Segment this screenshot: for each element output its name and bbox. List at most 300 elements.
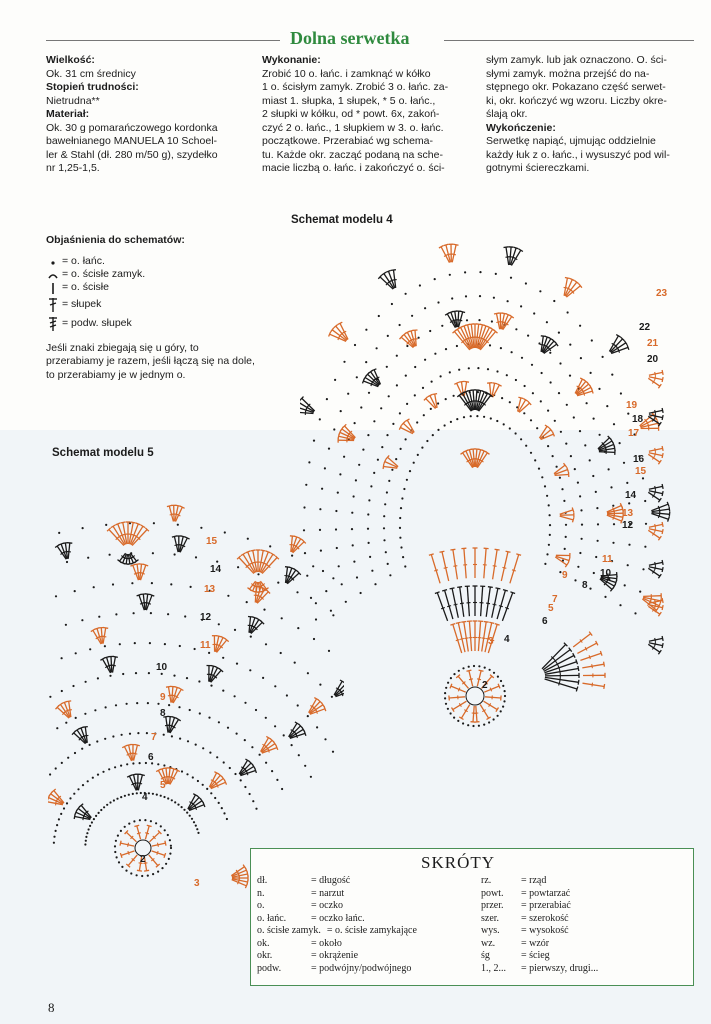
chain-stitch [503,700,505,702]
chain-stitch [181,806,183,808]
chain-stitch [487,368,489,370]
chain-stitch [84,843,86,845]
chain-stitch [163,764,165,766]
stitch-top [457,587,462,588]
round-number: 17 [628,428,640,439]
chain-stitch [596,507,598,509]
chain-stitch [61,762,63,764]
stitch-bar [502,567,506,568]
chain-stitch [368,499,370,501]
chain-stitch [511,351,513,353]
stitch-bar [376,377,380,379]
chain-stitch [414,366,416,368]
chain-stitch [136,874,138,876]
chain-stitch [468,666,470,668]
abbreviation-row [257,913,417,926]
legend-item-label: = słupek [62,297,102,310]
chain-stitch [579,430,581,432]
stitch-top [59,543,64,545]
chain-stitch [554,420,556,422]
chain-stitch [445,398,447,400]
legend-item-label: = o. łańc. [62,254,105,267]
chain-stitch [444,697,446,699]
chain-stitch [444,424,446,426]
chain-stitch [269,545,271,547]
stitch-top [144,870,149,871]
stitch-post [492,588,498,617]
stitch-top [503,590,508,591]
chain-stitch [440,375,442,377]
abbreviation-row [257,963,417,976]
stitch-post [484,701,498,709]
stitch-bar [147,603,151,604]
stitch-top [140,774,145,775]
chain-stitch [297,627,299,629]
stitch-bar [68,710,72,711]
chain-stitch [483,416,485,418]
stitch-post [461,705,469,719]
chain-stitch [63,807,65,809]
stitch-top [383,464,384,469]
stitch-top [565,278,570,279]
chain-stitch [381,446,383,448]
chain-stitch [504,695,506,697]
chain-stitch [157,703,159,705]
chain-stitch [234,629,236,631]
single-crochet-icon [46,280,60,296]
chain-stitch [406,479,408,481]
text-line: Ok. 30 g pomarańczowego kordonka [46,121,218,134]
abbreviation-key: szer. [481,912,500,924]
chain-stitch [163,734,165,736]
stitch-post [464,548,466,578]
stitch-bar [453,566,457,567]
chain-stitch [567,311,569,313]
chain-stitch [580,509,582,511]
stitch-bar [458,688,460,692]
chain-stitch [429,330,431,332]
chain-stitch [368,392,370,394]
stitch-top [669,512,670,517]
chain-stitch [103,806,105,808]
round-number: 11 [200,640,211,651]
chain-stitch [619,442,621,444]
stitch-post [648,644,660,652]
chain-stitch [373,472,375,474]
chain-stitch [139,762,141,764]
chain-stitch [236,733,238,735]
chain-stitch [547,410,549,412]
stitch-top [143,564,148,566]
stitch-post [481,586,483,616]
chain-stitch [589,459,591,461]
abbreviation-row [481,938,598,951]
chain-stitch [56,824,58,826]
chain-stitch [368,542,370,544]
stitch-top [290,536,295,537]
page-number: 8 [48,1000,55,1015]
chain-stitch [115,704,117,706]
round-number: 5 [160,780,166,791]
stitch-top [250,550,255,551]
stitch-top [304,731,306,736]
stitch-top [662,370,663,375]
chain-stitch [115,840,117,842]
stitch-bar [655,414,656,418]
chain-stitch [170,583,172,585]
stitch-bar [296,734,297,738]
chain-stitch [195,744,197,746]
chain-stitch [196,828,198,830]
stitch-bar [158,843,159,847]
stitch-bar [655,528,656,532]
chain-stitch [546,321,548,323]
stitch-post [493,550,498,580]
chain-stitch [171,735,173,737]
chain-stitch [307,715,309,717]
chain-stitch [223,761,225,763]
round-number: 20 [647,354,659,365]
stitch-bar [393,280,397,281]
chain-stitch [566,404,568,406]
chain-stitch [297,704,299,706]
chain-stitch [538,468,540,470]
chain-stitch [584,444,586,446]
chain-stitch [356,376,358,378]
chain-stitch [388,395,390,397]
chain-stitch [370,485,372,487]
chain-stitch [75,717,77,719]
chain-stitch [385,551,387,553]
stitch-bar [655,448,656,452]
abbreviation-value: = narzut [311,887,345,899]
chain-stitch [276,779,278,781]
stitch-bar [460,603,464,604]
stitch-top [669,507,670,512]
stitch-top [576,659,578,664]
chain-stitch [437,429,439,431]
stitch-post [510,555,519,584]
chain-stitch [55,595,57,597]
legend-title: Objaśnienia do schematów: [46,234,185,246]
chain-stitch [324,467,326,469]
stitch-top [429,554,434,555]
text-line: tu. Każde okr. zacząć podaną na sche- [262,148,443,161]
chain-stitch [445,687,447,689]
chain-stitch [405,375,407,377]
chain-stitch [234,773,236,775]
round-number: 19 [626,400,638,411]
text-line: stępnego okr. Pokazano część serwet- [486,81,666,93]
chain-stitch [456,345,458,347]
chain-stitch [326,398,328,400]
chain-stitch [152,793,154,795]
chain-stitch [520,305,522,307]
chain-stitch [552,455,554,457]
stitch-top [604,662,605,667]
chain-stitch [124,795,126,797]
stitch-bar [268,749,269,753]
chain-stitch [466,319,468,321]
chain-stitch [82,527,84,529]
chain-stitch [199,712,201,714]
stitch-post [452,245,456,263]
chain-stitch [227,595,229,597]
stitch-bar [238,881,240,885]
round-number: 4 [142,792,148,803]
stitch-bar [342,692,343,696]
chain-stitch [183,809,185,811]
chain-stitch [339,473,341,475]
stitch-top [662,446,663,451]
chain-stitch [274,685,276,687]
abbreviations-right-column [481,875,598,975]
double-crochet-icon [46,297,60,313]
stitch-top [461,622,466,623]
chain-stitch [374,583,376,585]
stitch-top [662,484,663,489]
stitch-top [576,687,578,692]
chain-stitch [304,765,306,767]
chain-stitch [139,819,141,821]
chain-stitch [437,402,439,404]
chain-stitch [151,582,153,584]
chain-stitch [367,513,369,515]
legend-item [46,269,256,281]
chain-stitch [565,524,567,526]
stitch-bar [655,376,656,380]
chain-stitch [509,427,511,429]
chain-stitch [548,504,550,506]
abbreviation-value: = o. ścisłe zamykające [326,925,417,936]
stitch-top [245,884,247,889]
round-number: 22 [639,322,651,333]
text-line: ler & Stahl (dł. 280 m/50 g), szydełko [46,148,218,161]
chain-stitch [453,673,455,675]
stitch-top [135,564,140,565]
chain-stitch [249,793,251,795]
chain-stitch [328,650,330,652]
stitch-top [175,687,180,689]
chain-stitch [613,423,615,425]
chain-stitch [421,447,423,449]
abbreviation-key: n. [257,887,265,899]
chain-stitch [489,669,491,671]
chain-stitch [167,834,169,836]
chain-stitch [97,774,99,776]
treble-crochet-icon [46,316,60,332]
chain-stitch [373,420,375,422]
chain-stitch [197,832,199,834]
chain-stitch [527,335,529,337]
stitch-top [450,684,452,689]
stitch-post [582,664,604,668]
stitch-top [255,768,257,773]
text-line: Zrobić 10 o. łańc. i zamknąć w kółko [262,67,431,80]
chain-stitch [49,696,51,698]
abbreviation-value: = wysokość [521,925,569,936]
round-number: 7 [552,594,558,605]
chain-stitch [490,417,492,419]
chain-stitch [198,680,200,682]
chain-stitch [163,796,165,798]
abbreviation-value: = oczko [311,900,344,911]
chain-stitch [161,673,163,675]
chain-stitch [202,784,204,786]
chain-stitch [479,295,481,297]
chain-stitch [313,638,315,640]
chain-stitch [580,357,582,359]
abbreviation-value: = powtarzać [521,887,571,899]
chain-stitch [316,726,318,728]
chain-stitch [280,652,282,654]
stitch-top [120,522,125,523]
chain-stitch [549,352,551,354]
stitch-top [131,522,136,523]
stitch-top [435,592,440,594]
stitch-top [253,617,258,619]
chain-stitch [291,555,293,557]
chain-stitch [426,440,428,442]
stitch-top [139,564,144,565]
stitch-bar [217,784,219,788]
stitch-post [453,550,458,580]
chain-stitch [265,643,267,645]
round-number: 14 [210,564,222,575]
stitch-top [120,853,122,858]
stitch-bar [655,600,656,604]
stitch-top [290,567,295,569]
chain-stitch [476,415,478,417]
chain-stitch [604,596,606,598]
chain-stitch [441,325,443,327]
chain-stitch [181,770,183,772]
chain-stitch [546,495,548,497]
stitch-post [452,588,458,617]
chain-stitch [353,495,355,497]
chain-stitch [437,301,439,303]
chain-stitch [558,392,560,394]
legend-item-label: = o. ścisłe zamyk. [62,267,146,280]
chain-stitch [120,765,122,767]
stitch-top [120,841,121,846]
chain-stitch [281,617,283,619]
stitch-bar [505,608,509,609]
chain-stitch [463,416,465,418]
chain-stitch [152,873,154,875]
chain-stitch [145,762,147,764]
title-rule-right [444,40,694,41]
chain-stitch [148,672,150,674]
chain-stitch [210,792,212,794]
chain-stitch [624,584,626,586]
chain-stitch [500,347,502,349]
stitch-top [75,810,77,815]
round-number: 21 [647,338,659,349]
stitch-top [495,549,500,550]
chain-stitch [500,680,502,682]
stitch-top [496,588,501,589]
chain-stitch [386,434,388,436]
chain-stitch [102,771,104,773]
chain-stitch [214,797,216,799]
chain-stitch [401,497,403,499]
stitch-top [578,666,579,671]
intro-right-column [486,54,696,176]
chain-stitch [581,524,583,526]
chain-stitch [477,367,479,369]
stitch-bar [247,771,248,775]
stitch-top [662,491,663,496]
chain-stitch [450,677,452,679]
chain-stitch [85,840,87,842]
chain-stitch [155,822,157,824]
chain-stitch [473,665,475,667]
chain-stitch [612,542,614,544]
stitch-bar [583,392,584,396]
chain-stitch [569,344,571,346]
chain-stitch [88,828,90,830]
chain-stitch [524,385,526,387]
stitch-bar [490,688,492,692]
legend-item-label: = o. ścisłe [62,280,109,293]
chain-stitch [369,556,371,558]
chain-stitch [65,624,67,626]
chain-stitch [353,561,355,563]
chain-stitch [413,462,415,464]
stitch-bar [141,573,145,574]
chain-stitch [251,746,253,748]
chain-stitch [608,468,610,470]
chain-stitch [98,812,100,814]
chain-stitch [244,739,246,741]
chain-stitch [174,801,176,803]
round-number: 3 [488,636,494,647]
chain-stitch [399,537,401,539]
stitch-top [662,605,663,610]
chain-stitch [66,561,68,563]
stitch-top [450,588,455,589]
stitch-post [480,705,488,719]
chain-stitch [104,738,106,740]
abbreviation-key: śg [481,950,490,961]
chain-stitch [147,875,149,877]
chain-stitch [462,722,464,724]
chain-stitch [61,690,63,692]
chain-stitch [271,770,273,772]
chain-stitch [192,776,194,778]
chain-stitch [193,821,195,823]
stitch-top [329,332,331,337]
chain-stitch [628,502,630,504]
chain-stitch [128,823,130,825]
stitch-top [225,780,227,785]
text-line: ki, okr. kończyć wg wzoru. Liczby okre- [486,94,667,107]
chain-stitch [124,826,126,828]
text-line: Serwetkę napiąć, ujmując oddzielnie [486,135,656,147]
legend-item [46,316,256,332]
stitch-top [450,624,455,626]
chain-stitch [84,713,86,715]
stitch-top [203,802,205,807]
chain-stitch [391,469,393,471]
chain-stitch [307,672,309,674]
text-line: nr 1,25-1,5. [46,162,100,174]
stitch-bar [460,639,464,640]
stitch-post [485,697,501,698]
chain-stitch [105,706,107,708]
round-number: 6 [148,752,154,763]
